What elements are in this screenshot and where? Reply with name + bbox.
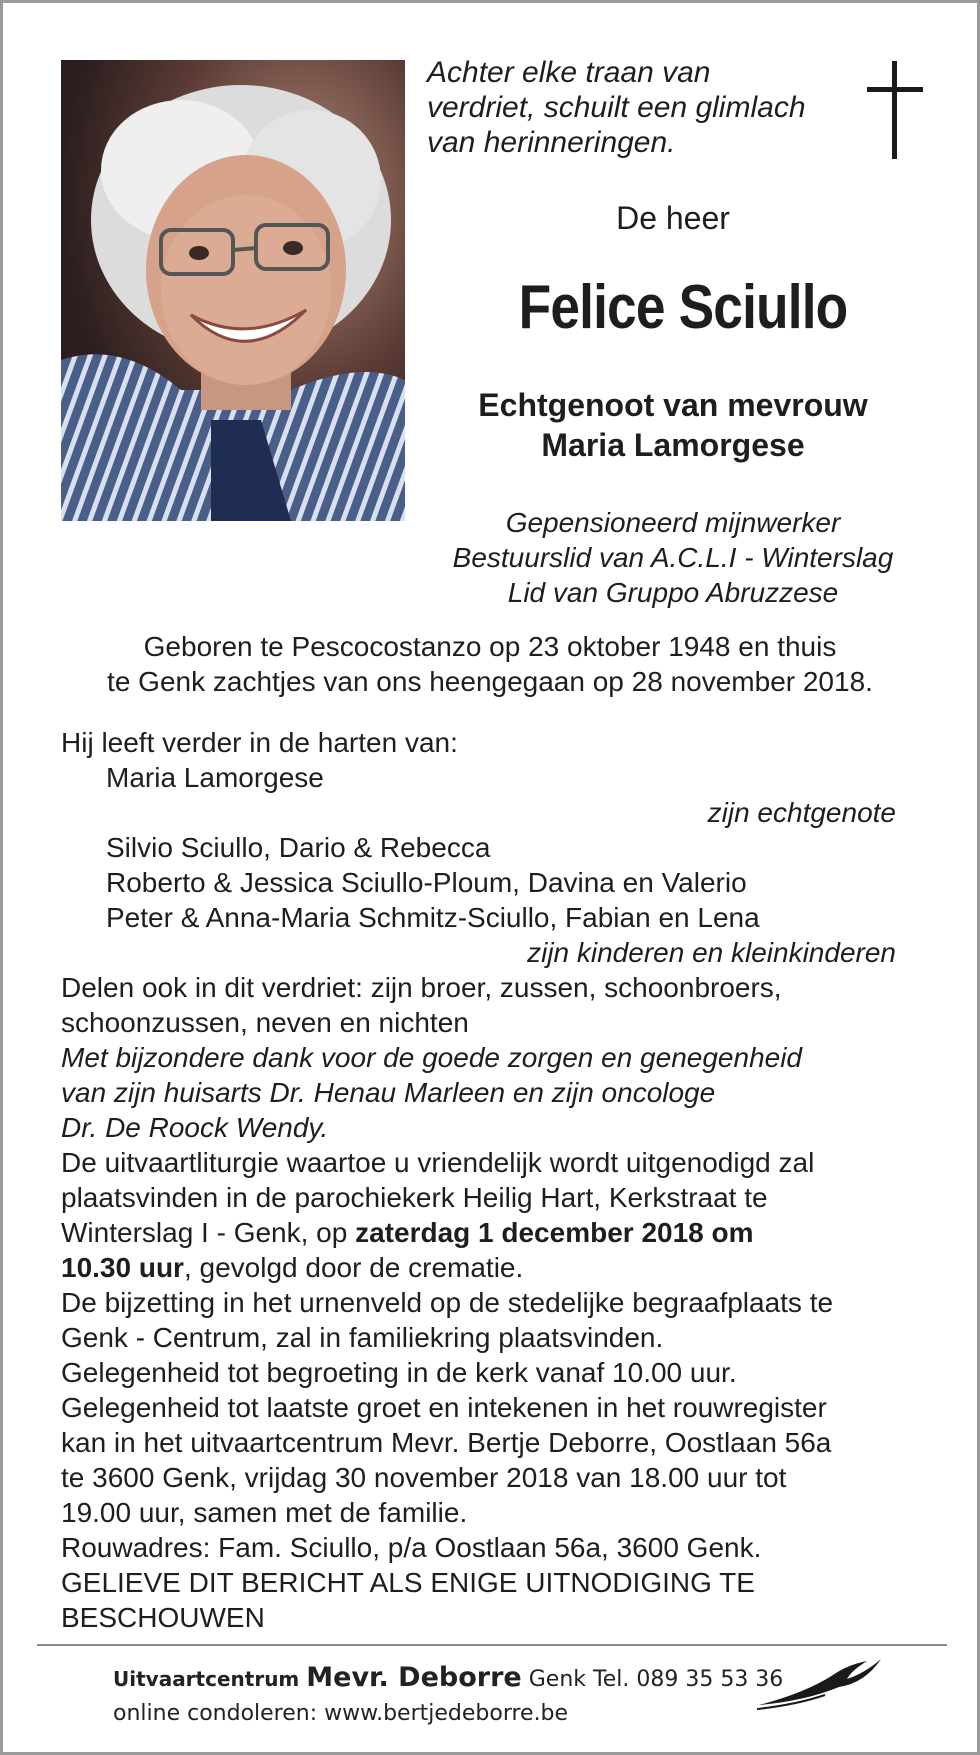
portrait-photo [61, 60, 405, 521]
liturgy-text: Winterslag I - Genk, op [61, 1217, 356, 1248]
liturgy-line [61, 1250, 931, 1285]
footer-divider [37, 1644, 947, 1646]
quote-line: verdriet, schuilt een glimlach [427, 91, 806, 124]
announcement-body [61, 725, 931, 1635]
birth-death-line: Geboren te Pescocostanzo op 23 oktober 1948 en thuis [143, 631, 837, 662]
info-line: GELIEVE DIT BERICHT ALS ENIGE UITNODIGING TE [61, 1567, 755, 1598]
children-line: Peter & Anna-Maria Schmitz-Sciullo, Fabian en Lena [106, 902, 760, 933]
role-line: Lid van Gruppo Abruzzese [507, 577, 839, 608]
liturgy-line [61, 1215, 931, 1250]
roles-block [403, 505, 943, 610]
funeral-home-phone: Tel. 089 35 53 36 [593, 1667, 784, 1692]
liturgy-time: 10.30 uur [61, 1252, 184, 1283]
liturgy-date: zaterdag 1 december 2018 om [355, 1217, 754, 1248]
children-line: Silvio Sciullo, Dario & Rebecca [106, 832, 491, 863]
thanks-line: van zijn huisarts Dr. Henau Marleen en zijn oncologe [61, 1077, 716, 1108]
birth-death-block [43, 629, 937, 699]
spouse-relation: zijn echtgenote [707, 797, 896, 828]
info-line: kan in het uitvaartcentrum Mevr. Bertje Deborre, Oostlaan 56a [61, 1427, 832, 1458]
info-line: Genk - Centrum, zal in familiekring plaatsvinden. [61, 1322, 664, 1353]
shared-grief-line: Delen ook in dit verdriet: zijn broer, zussen, schoonbroers, [61, 972, 782, 1003]
info-line: Gelegenheid tot begroeting in de kerk vanaf 10.00 uur. [61, 1357, 737, 1388]
info-line: Rouwadres: Fam. Sciullo, p/a Oostlaan 56a, 3600 Genk. [61, 1532, 762, 1563]
funeral-home-city: Genk [528, 1667, 587, 1692]
survivors-intro: Hij leeft verder in de harten van: [61, 727, 458, 758]
thanks-line: Met bijzondere dank voor de goede zorgen en genegenheid [61, 1042, 803, 1073]
info-line: Gelegenheid tot laatste groet en intekenen in het rouwregister [61, 1392, 827, 1423]
info-line: 19.00 uur, samen met de familie. [61, 1497, 468, 1528]
children-relation: zijn kinderen en kleinkinderen [527, 937, 896, 968]
memorial-quote [427, 55, 867, 160]
thanks-line: Dr. De Roock Wendy. [61, 1112, 329, 1143]
funeral-home-prefix: Uitvaartcentrum [113, 1667, 300, 1691]
info-line: te 3600 Genk, vrijdag 30 november 2018 van 18.00 uur tot [61, 1462, 787, 1493]
spouse-line: Echtgenoot van mevrouw [478, 387, 868, 423]
cross-icon [865, 61, 925, 159]
deceased-name: Felice Sciullo [518, 273, 848, 342]
shared-grief-line: schoonzussen, neven en nichten [61, 1007, 469, 1038]
honorific: De heer [616, 200, 730, 236]
quote-line: Achter elke traan van [427, 56, 711, 89]
spouse-line: Maria Lamorgese [541, 427, 805, 463]
funeral-home-name: Mevr. Deborre [306, 1662, 522, 1693]
spouse-block [443, 385, 903, 465]
liturgy-text: , gevolgd door de crematie. [183, 1252, 524, 1283]
role-line: Gepensioneerd mijnwerker [505, 507, 841, 538]
role-line: Bestuurslid van A.C.L.I - Winterslag [452, 542, 894, 573]
birth-death-line: te Genk zachtjes van ons heengegaan op 28 november 2018. [107, 666, 873, 697]
liturgy-line: plaatsvinden in de parochiekerk Heilig Hart, Kerkstraat te [61, 1182, 768, 1213]
quote-line: van herinneringen. [427, 126, 676, 159]
info-line: De bijzetting in het urnenveld op de stedelijke begraafplaats te [61, 1287, 834, 1318]
info-line: BESCHOUWEN [61, 1602, 265, 1633]
bird-logo-icon [755, 1653, 885, 1713]
children-line: Roberto & Jessica Sciullo-Ploum, Davina en Valerio [106, 867, 747, 898]
spouse-name: Maria Lamorgese [106, 762, 324, 793]
condolence-website[interactable]: online condoleren: www.bertjedeborre.be [113, 1701, 569, 1726]
liturgy-line: De uitvaartliturgie waartoe u vriendelijk wordt uitgenodigd zal [61, 1147, 815, 1178]
